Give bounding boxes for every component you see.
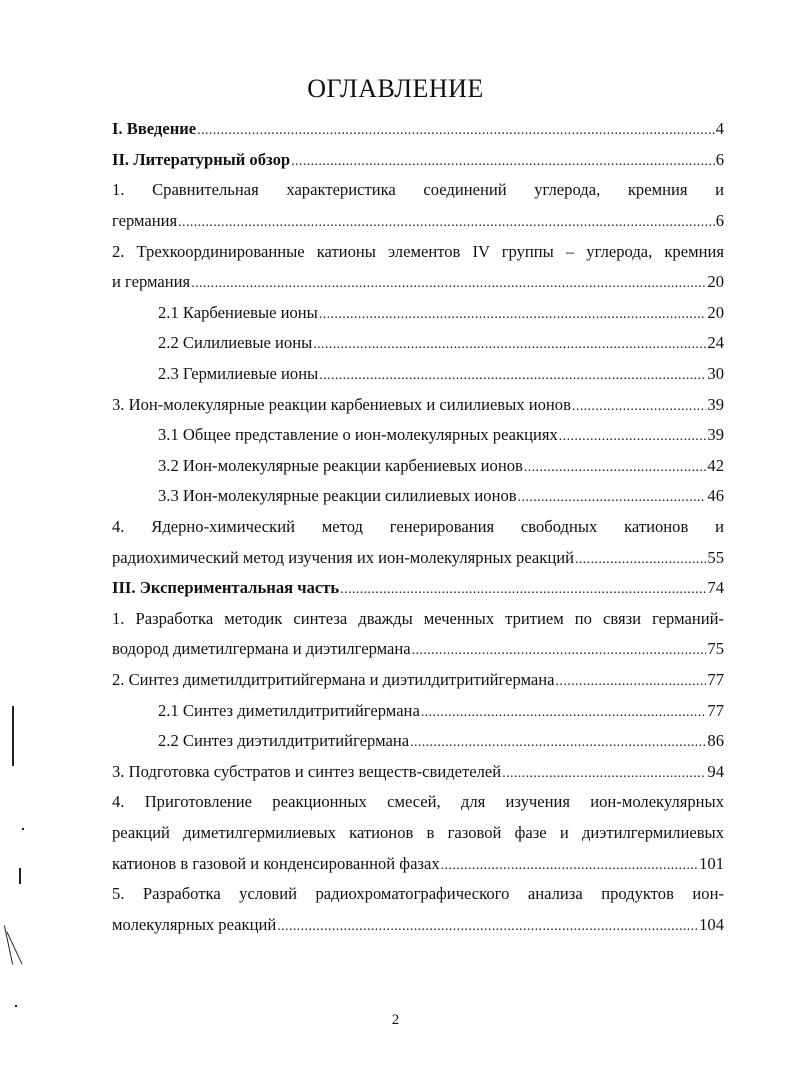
toc-entry-page: 101 [699,853,724,873]
toc-entry-text: 3.3 Ион-молекулярные реакции силилиевых ионов [158,486,517,506]
scan-artifact [22,828,24,830]
toc-entry [112,175,724,206]
toc-entry-text: реакций диметилгермилиевых катионов в газовой фазе и диэтилгермилиевых [112,822,724,842]
toc-entry [158,451,724,482]
dot-leader [572,399,706,415]
toc-entry-text: 3. Ион-молекулярные реакции карбениевых и силилиевых ионов [112,394,571,414]
dot-leader [575,552,706,568]
dot-leader [178,215,715,231]
toc-entry [158,298,724,329]
toc-entry [158,726,724,757]
toc-entry-text: 3. Подготовка субстратов и синтез веществ-свидетелей [112,761,502,781]
dot-leader [197,123,715,139]
dot-leader [412,643,707,659]
toc-entry-text: 3.1 Общее представление о ион-молекулярных реакциях [158,425,558,445]
toc-entry-text: 2. Синтез диметилдитритийгермана и диэтилдитритийгермана [112,669,555,689]
scan-artifact [12,706,14,766]
toc-entry-page: 77 [707,669,724,689]
toc-entry [112,879,724,910]
toc-entry [112,389,724,420]
toc-entry [112,267,724,298]
dot-leader [277,919,698,935]
toc-entry-page: 42 [707,455,724,475]
toc-entry-text: III. Экспериментальная часть [112,578,340,598]
toc-entry-text: 2.2 Силилиевые ионы [158,333,313,353]
toc-entry [158,420,724,451]
toc-entry [158,695,724,726]
toc-entry-page: 20 [707,272,724,292]
toc-entry [112,206,724,237]
dot-leader [559,429,707,445]
toc-entry-page: 55 [707,547,724,567]
toc-entry-text: 2.2 Синтез диэтилдитритийгермана [158,731,410,751]
toc-entry-text: германия [112,211,178,231]
toc-entry-text: II. Литературный обзор [112,149,291,169]
toc-entry-text: и германия [112,272,191,292]
toc-entry-text: 2.3 Гермилиевые ионы [158,364,319,384]
toc-entry-text: I. Введение [112,119,197,139]
toc-entry [112,114,724,145]
toc-entry [112,542,724,573]
toc-entry [112,787,724,818]
scan-artifact [19,868,21,884]
toc-entry-page: 30 [707,364,724,384]
dot-leader [319,307,707,323]
toc-entry-page: 94 [707,761,724,781]
toc-entry-text: 4. Ядерно-химический метод генерирования свободных катионов и [112,517,724,537]
page-number: 2 [391,1012,400,1028]
dot-leader [441,858,698,874]
toc-entry-page: 46 [707,486,724,506]
toc-entry-text: водород диметилгермана и диэтилгермана [112,639,411,659]
dot-leader [524,460,707,476]
toc-entry-text: молекулярных реакций [112,914,277,934]
dot-leader [502,766,706,782]
dot-leader [421,705,707,721]
toc-entry-text: катионов в газовой и конденсированной фазах [112,853,440,873]
toc-entry-page: 6 [715,149,724,169]
toc-entry-text: 2.1 Синтез диметилдитритийгермана [158,700,420,720]
toc-entry [112,909,724,940]
toc-entry [158,328,724,359]
toc-entry-text: 1. Разработка методик синтеза дважды меченных тритием по связи германий- [112,608,724,628]
dot-leader [191,276,706,292]
toc-entry-text: 3.2 Ион-молекулярные реакции карбениевых ионов [158,455,523,475]
toc-entry [158,359,724,390]
toc-entry-page: 24 [707,333,724,353]
dot-leader [410,735,706,751]
toc-entry [112,818,724,849]
toc-entry [112,145,724,176]
toc-entry [158,481,724,512]
toc-entry [112,604,724,635]
toc-entry [112,756,724,787]
dot-leader [340,582,706,598]
toc-entry-page: 75 [707,639,724,659]
toc-entry-page: 39 [707,394,724,414]
dot-leader [291,154,715,170]
toc-entry-text: радиохимический метод изучения их ион-молекулярных реакций [112,547,574,567]
toc-entry-page: 6 [715,211,724,231]
dot-leader [313,337,706,353]
page-title: ОГЛАВЛЕНИЕ [307,74,484,103]
toc-entry-text: 2.1 Карбениевые ионы [158,302,318,322]
toc-entry-text: 1. Сравнительная характеристика соединений углерода, кремния и [112,180,724,200]
toc-entry-text: 5. Разработка условий радиохроматографического анализа продуктов ион- [112,884,724,904]
toc-entry-text: 2. Трехкоординированные катионы элементов IV группы – углерода, кремния [112,241,724,261]
toc-entry [112,634,724,665]
dot-leader [319,368,706,384]
scan-artifact [15,1005,17,1007]
toc-entry-page: 4 [715,119,724,139]
toc-entry [112,573,724,604]
toc-entry-page: 20 [707,302,724,322]
toc-entry-text: 4. Приготовление реакционных смесей, для изучения ион-молекулярных [112,792,724,812]
toc-entry-page: 77 [707,700,724,720]
toc-entry [112,848,724,879]
dot-leader [518,490,707,506]
toc-entry-page: 74 [707,578,724,598]
dot-leader [556,674,707,690]
toc-entry [112,665,724,696]
toc-entry-page: 104 [699,914,724,934]
toc-entry-page: 86 [707,731,724,751]
toc-entry [112,236,724,267]
toc-entry-page: 39 [707,425,724,445]
toc-entry [112,512,724,543]
table-of-contents [112,114,724,940]
